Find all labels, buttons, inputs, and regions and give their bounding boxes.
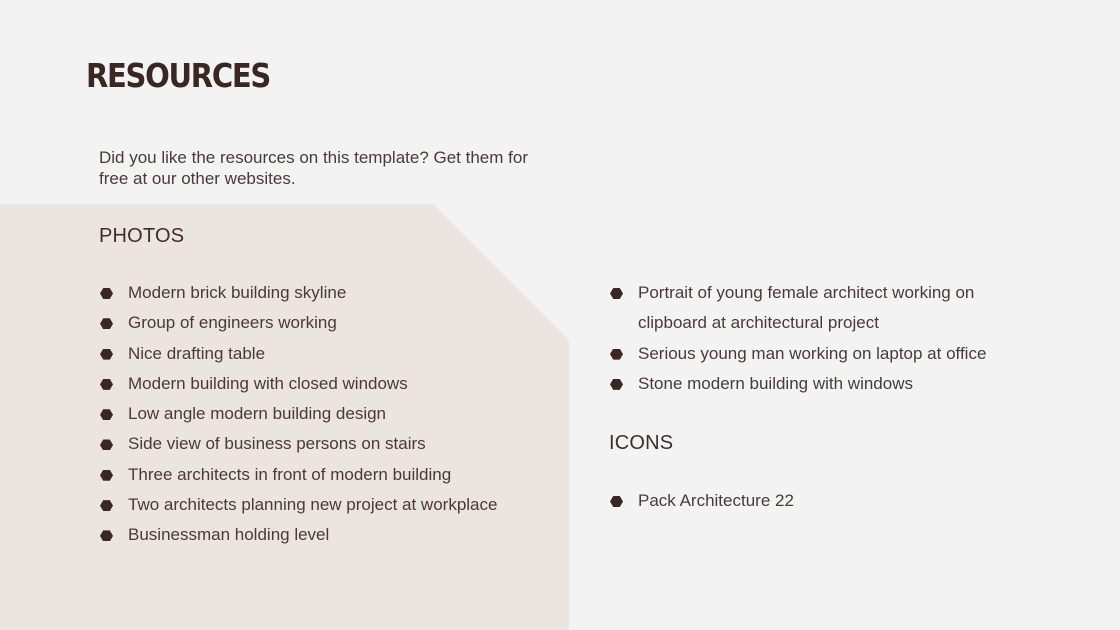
list-item	[99, 399, 559, 429]
list-item	[609, 369, 1009, 399]
list-item-label: Stone modern building with windows	[638, 373, 913, 393]
list-item	[609, 486, 1009, 516]
list-item	[99, 520, 559, 550]
icons-heading: ICONS	[609, 432, 674, 454]
list-item-label: Pack Architecture 22	[638, 491, 794, 510]
list-item-label: Modern building with closed windows	[128, 373, 408, 393]
intro-text: Did you like the resources on this template? Get them for free at our other websites.	[99, 148, 528, 188]
page-title: RESOURCES	[86, 56, 270, 95]
hexagon-bullet-icon	[610, 349, 623, 360]
photos-heading: PHOTOS	[99, 225, 185, 247]
hexagon-bullet-icon	[100, 379, 113, 390]
hexagon-bullet-icon	[100, 470, 113, 481]
list-item-label: Side view of business persons on stairs	[128, 434, 426, 454]
photos-list-left	[99, 278, 559, 551]
hexagon-bullet-icon	[100, 409, 113, 420]
list-item	[99, 369, 559, 399]
list-item-label: Two architects planning new project at workplace	[128, 495, 498, 515]
list-item	[99, 429, 559, 459]
hexagon-bullet-icon	[610, 379, 623, 390]
hexagon-bullet-icon	[610, 496, 623, 507]
hexagon-bullet-icon	[100, 318, 113, 329]
icons-list	[609, 486, 1009, 516]
list-item-label: Portrait of young female architect working on clipboard at architectural project	[638, 283, 975, 333]
list-item	[609, 278, 1009, 339]
list-item-label: Modern brick building skyline	[128, 283, 347, 302]
list-item-label: Businessman holding level	[128, 525, 330, 545]
photos-list-right	[609, 278, 1009, 399]
hexagon-bullet-icon	[100, 288, 113, 299]
list-item-label: Three architects in front of modern building	[128, 464, 452, 484]
hexagon-bullet-icon	[100, 500, 113, 511]
hexagon-bullet-icon	[100, 530, 113, 541]
list-item-label: Serious young man working on laptop at office	[638, 343, 987, 363]
list-item	[99, 339, 559, 369]
list-item-label: Nice drafting table	[128, 343, 266, 363]
list-item	[99, 278, 559, 308]
list-item-label: Group of engineers working	[128, 313, 337, 333]
list-item-label: Low angle modern building design	[128, 404, 387, 424]
hexagon-bullet-icon	[100, 439, 113, 450]
list-item	[609, 339, 1009, 369]
hexagon-bullet-icon	[100, 349, 113, 360]
list-item	[99, 308, 559, 338]
list-item	[99, 460, 559, 490]
hexagon-bullet-icon	[610, 288, 623, 299]
list-item	[99, 490, 559, 520]
